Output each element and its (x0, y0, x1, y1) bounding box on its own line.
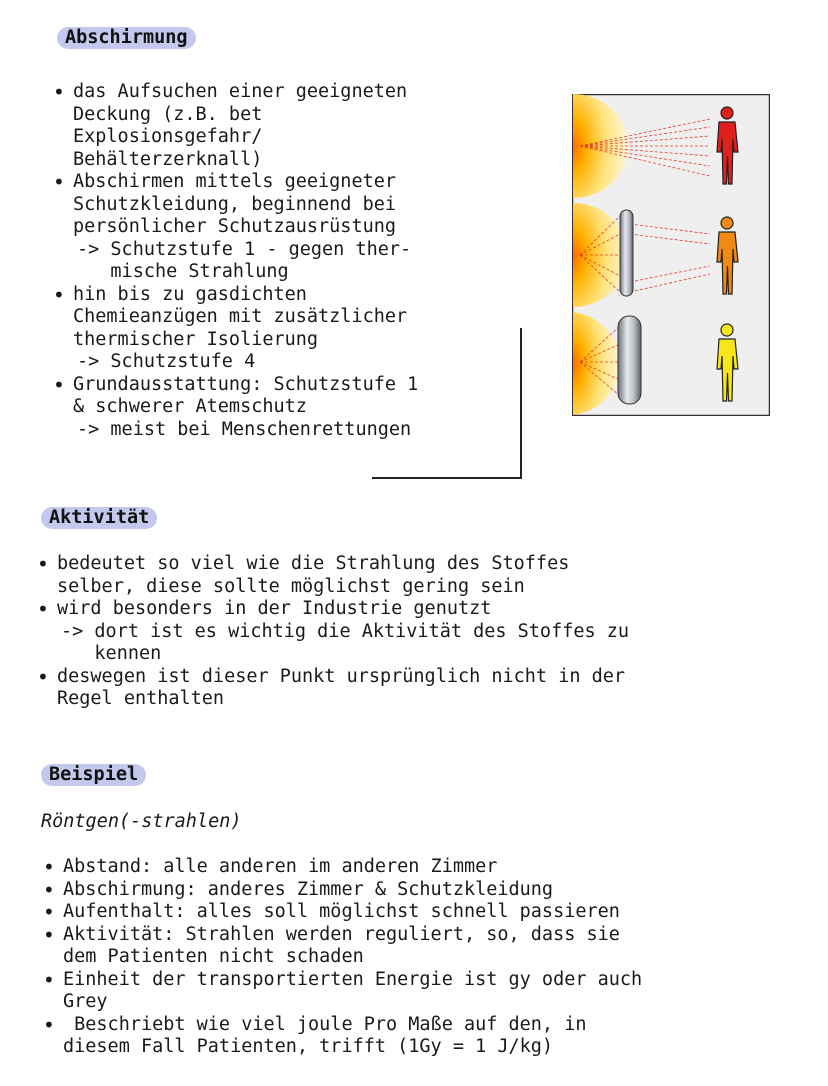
example-subtitle: Röntgen(-strahlen) (41, 811, 242, 832)
list-item: • deswegen ist dieser Punkt ursprünglich nicht in der Regel enthalten (37, 666, 629, 711)
note-schutzstufe-1: -> Schutzstufe 1 - gegen ther- mische Strahlung (77, 238, 412, 282)
shield-thick (618, 316, 641, 404)
shielding-illustration (572, 94, 770, 416)
list-item: • bedeutet so viel wie die Strahlung des Stoffes selber, diese sollte möglichst gering sein (37, 553, 629, 598)
list-item: • Aufenthalt: alles soll möglichst schnell passieren (43, 901, 642, 924)
list-item: • wird besonders in der Industrie genutzt (37, 598, 629, 621)
section-title-abschirmung: Abschirmung (57, 27, 196, 49)
list-item: • Abschirmung: anderes Zimmer & Schutzkleidung (43, 879, 642, 902)
list-item: • hin bis zu gasdichten Chemieanzügen mit zusätzlicher thermischer Isolierung (53, 284, 418, 352)
list-item: • das Aufsuchen einer geeigneten Deckung (z.B. bet Explosionsgefahr/ Behälterzerknall) (53, 81, 418, 171)
list-item: • Einheit der transportierten Energie ist gy oder auch Grey (43, 969, 642, 1014)
list-item: • Beschriebt wie viel joule Pro Maße auf den, in diesem Fall Patienten, trifft (1Gy = 1 J/kg) (43, 1014, 642, 1059)
beispiel-content (43, 856, 642, 1059)
abschirmung-content (53, 81, 418, 441)
frame-line-vertical (520, 328, 522, 478)
list-item: • Grundausstattung: Schutzstufe 1 & schwerer Atemschutz (53, 374, 418, 419)
shield-thin (620, 210, 633, 296)
list-item: • Aktivität: Strahlen werden reguliert, so, dass sie dem Patienten nicht schaden (43, 924, 642, 969)
section-title-beispiel: Beispiel (41, 764, 146, 786)
list-item: • Abstand: alle anderen im anderen Zimmer (43, 856, 642, 879)
note-aktivitaet: -> dort ist es wichtig die Aktivität des Stoffes zu kennen (61, 620, 630, 664)
list-item: • Abschirmen mittels geeigneter Schutzkleidung, beginnend bei persönlicher Schutzausrüstung (53, 171, 418, 239)
aktivitaet-content (37, 553, 629, 711)
note-schutzstufe-4: -> Schutzstufe 4 (77, 351, 256, 372)
section-title-aktivitaet: Aktivität (41, 507, 157, 529)
frame-line-horizontal (372, 477, 522, 479)
note-menschenrettungen: -> meist bei Menschenrettungen (77, 418, 412, 440)
